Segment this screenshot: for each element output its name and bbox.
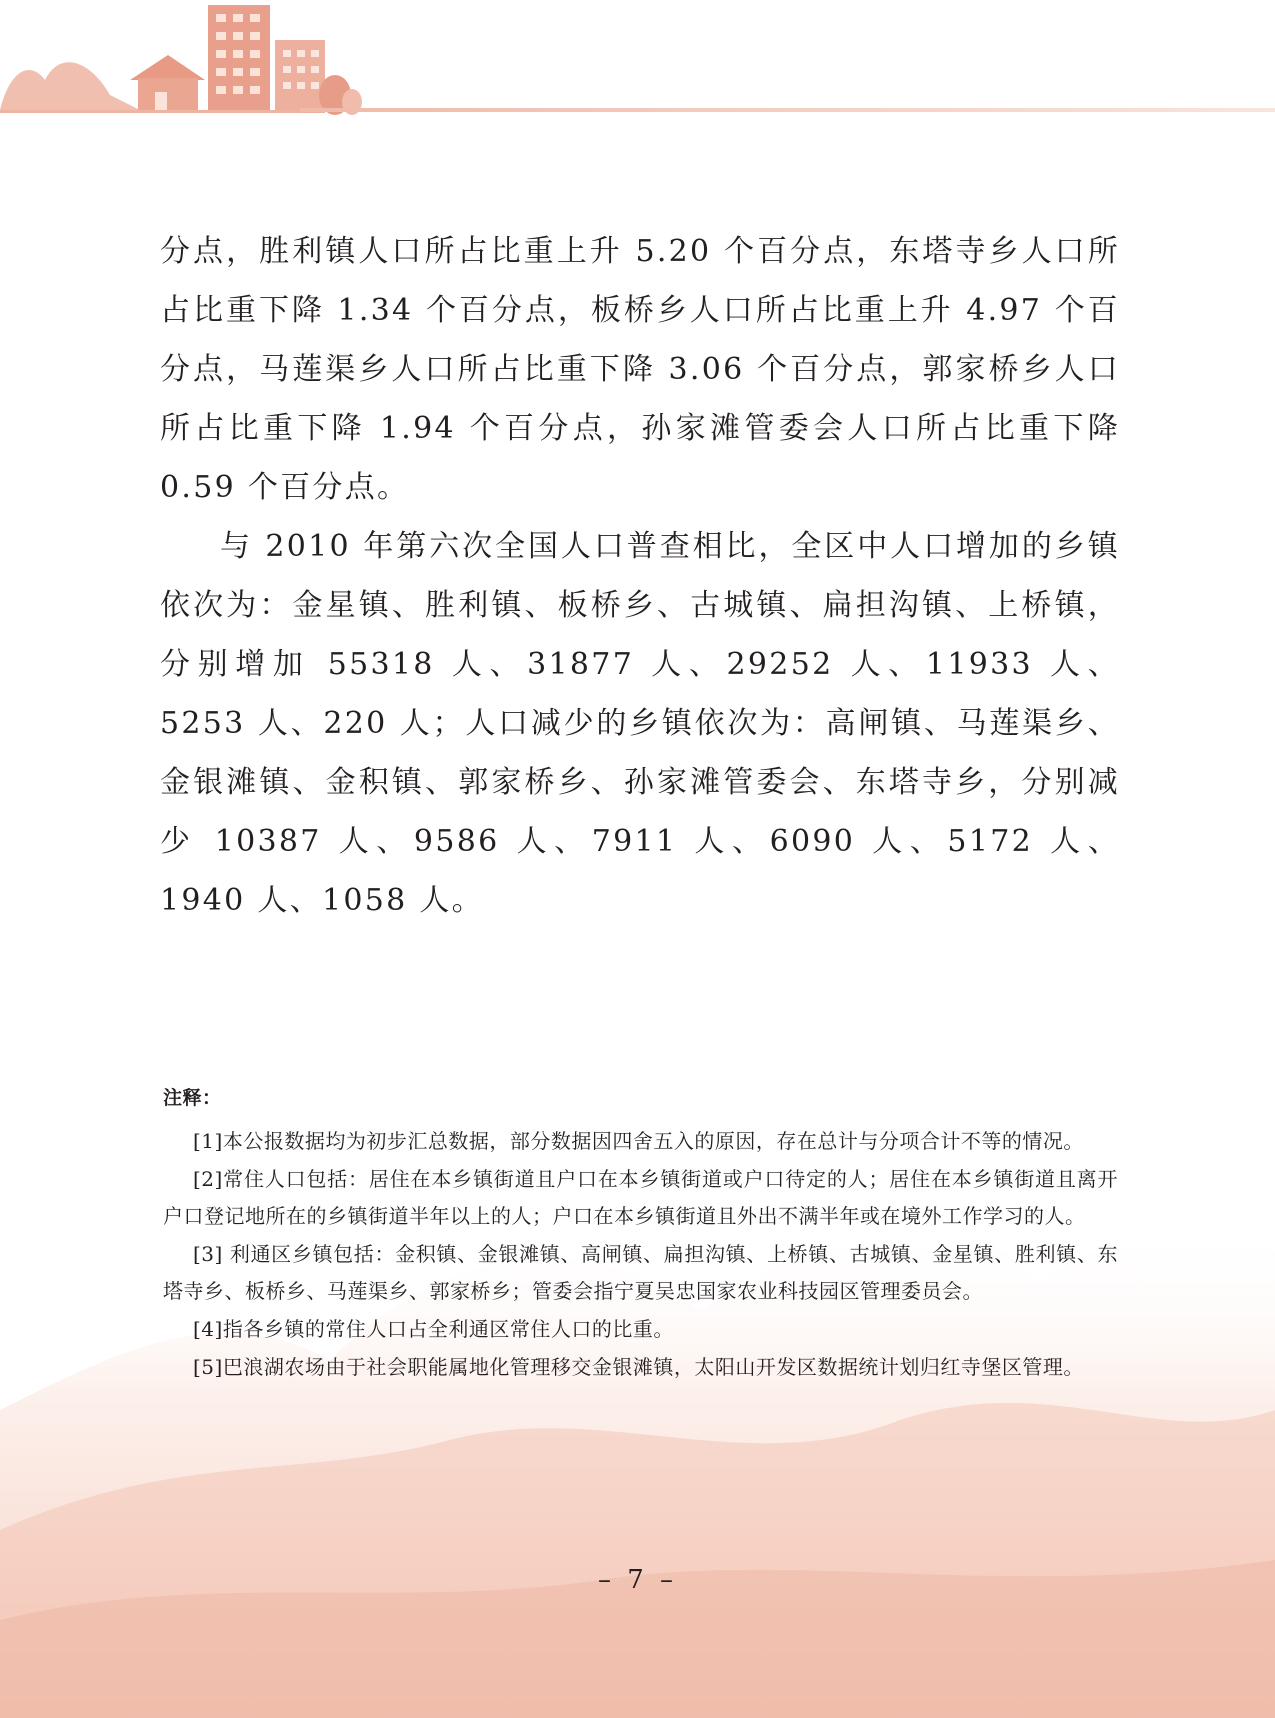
- paragraph-population-change: 与 2010 年第六次全国人口普查相比，全区中人口增加的乡镇依次为：金星镇、胜利镇、板桥乡、古城镇、扁担沟镇、上桥镇，分别增加 55318 人、31877 人、29252 人、11933 人、5253 人、220 人；人口减少的乡镇依次为：高闸镇、马莲渠乡、金银滩镇、金积镇、郭家桥乡、孙家滩管委会、东塔寺乡，分别减少 10387 人、9586 人、7911 人、6090 人、5172 人、1940 人、1058 人。: [160, 529, 1120, 918]
- note-item: [4]指各乡镇的常住人口占全利通区常住人口的比重。: [193, 1317, 674, 1341]
- note-item: [5]巴浪湖农场由于社会职能属地化管理移交金银滩镇，太阳山开发区数据统计划归红寺堡区管理。: [193, 1355, 1084, 1379]
- page-number: – 7 –: [597, 1565, 678, 1595]
- paragraph-continuation: 分点，胜利镇人口所占比重上升 5.20 个百分点，东塔寺乡人口所占比重下降 1.34 个百分点，板桥乡人口所占比重上升 4.97 个百分点，马莲渠乡人口所占比重下降 3.06 个百分点，郭家桥乡人口所占比重下降 1.94 个百分点，孙家滩管委会人口所占比重下降 0.59 个百分点。: [160, 234, 1120, 505]
- notes-section: [163, 1080, 1118, 1387]
- note-item: [2]常住人口包括：居住在本乡镇街道且户口在本乡镇街道或户口待定的人；居住在本乡镇街道且离开户口登记地所在的乡镇街道半年以上的人；户口在本乡镇街道且外出不满半年或在境外工作学习的人。: [163, 1167, 1118, 1228]
- main-text: [160, 222, 1120, 930]
- notes-title: 注释：: [163, 1087, 222, 1109]
- note-item: [1]本公报数据均为初步汇总数据，部分数据因四舍五入的原因，存在总计与分项合计不等的情况。: [193, 1129, 1084, 1153]
- header-illustration: [0, 0, 1275, 125]
- note-item: [3] 利通区乡镇包括：金积镇、金银滩镇、高闸镇、扁担沟镇、上桥镇、古城镇、金星镇、胜利镇、东塔寺乡、板桥乡、马莲渠乡、郭家桥乡；管委会指宁夏吴忠国家农业科技园区管理委员会。: [163, 1242, 1118, 1303]
